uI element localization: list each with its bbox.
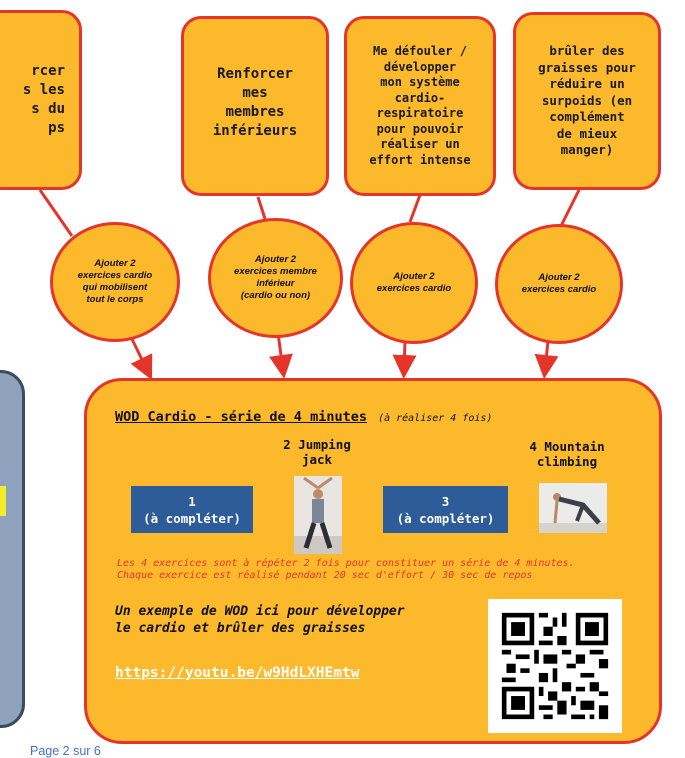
jumping-jack-photo — [294, 476, 342, 554]
goal-box-defouler — [344, 16, 496, 196]
circle-line: Ajouter 2 — [254, 254, 297, 265]
exercise-1-number: 1 — [188, 493, 196, 509]
circle-line: exercices cardio — [376, 283, 452, 294]
connector-arrow — [278, 333, 283, 370]
wod-subtitle: (à réaliser 4 fois) — [378, 413, 493, 424]
goal-line: développer — [383, 59, 457, 74]
wod-example-line-1: Un exemple de WOD ici pour développer — [115, 604, 405, 619]
exercise-2-title-line: 2 Jumping — [283, 437, 351, 452]
goal-line: Me défouler / — [373, 44, 467, 58]
mountain-climbing-photo — [539, 483, 607, 533]
exercise-2-title-line: jack — [301, 452, 333, 467]
exercise-4-title-line: 4 Mountain — [529, 439, 605, 454]
goal-line: effort intense — [369, 152, 471, 167]
goal-line: de mieux — [556, 125, 618, 141]
goal-line: respiratoire — [376, 106, 464, 120]
circle-line: tout le corps — [86, 294, 144, 305]
exercise-4-title — [507, 439, 627, 469]
exercise-2-title — [267, 437, 367, 467]
circle-line: exercices cardio — [77, 270, 153, 281]
exercise-3-number: 3 — [441, 493, 450, 509]
wod-title-row — [115, 406, 492, 425]
wod-title: WOD Cardio - série de 4 minutes — [115, 409, 367, 425]
side-highlight-mark — [0, 486, 6, 516]
goal-line: s les — [22, 82, 65, 98]
exercise-1-box — [131, 486, 253, 533]
goal-line: graisses pour — [538, 59, 636, 75]
wod-notes — [117, 558, 662, 582]
instruction-circle-3 — [350, 222, 478, 344]
connector-line — [560, 188, 580, 228]
goal-line: rcer — [31, 63, 65, 79]
connector-line — [410, 195, 420, 222]
wod-box — [84, 378, 662, 744]
page-number: Page 2 sur 6 — [30, 744, 101, 758]
goal-line: surpoids (en — [541, 92, 633, 108]
exercise-3-label: (à compléter) — [396, 510, 495, 526]
goal-line: complément — [549, 109, 625, 125]
circle-line: inférieur — [256, 278, 295, 289]
circle-line: (cardio ou non) — [240, 290, 311, 301]
goal-line: membres — [225, 104, 285, 120]
exercise-3-box — [383, 486, 508, 533]
goal-line: réaliser un — [380, 137, 460, 151]
instruction-circle-4 — [495, 224, 623, 344]
goal-line: brûler des — [549, 43, 625, 59]
goal-box-bruler-graisses — [513, 12, 661, 190]
goal-line: mon système — [380, 75, 460, 89]
side-panel — [0, 370, 25, 728]
instruction-circle-1 — [50, 222, 180, 342]
exercise-1-label: (à compléter) — [143, 510, 241, 526]
qr-code-icon — [488, 599, 622, 733]
goal-line: s du — [31, 101, 65, 117]
goal-box-renforcer — [0, 10, 82, 190]
goal-line: pour pouvoir — [376, 121, 464, 136]
connector-arrow — [545, 341, 548, 370]
goal-box-membres-inferieurs — [181, 16, 329, 196]
goal-line: Renforcer — [217, 66, 293, 82]
connector-line — [40, 190, 72, 236]
circle-line: Ajouter 2 — [538, 272, 580, 283]
circle-line: Ajouter 2 — [393, 271, 435, 282]
connector-arrow — [130, 335, 148, 372]
connector-arrow — [404, 341, 405, 370]
goal-line: réduire un — [549, 76, 625, 92]
goal-line: ps — [48, 120, 65, 136]
circle-line: qui mobilisent — [82, 282, 148, 293]
goal-line: cardio- — [394, 90, 446, 105]
youtube-link[interactable]: https://youtu.be/w9HdLXHEmtw — [115, 665, 360, 681]
goal-line: mes — [242, 85, 268, 101]
circle-line: Ajouter 2 — [94, 258, 136, 269]
circle-line: exercices membre — [234, 266, 317, 277]
wod-note-1: Les 4 exercices sont à répéter 2 fois pour constituer un série de 4 minutes. — [117, 558, 575, 569]
wod-example — [115, 603, 405, 637]
wod-example-line-2: le cardio et brûler des graisses — [115, 621, 366, 636]
qr-code — [488, 599, 622, 733]
exercise-4-title-line: climbing — [536, 454, 598, 469]
wod-note-2: Chaque exercice est réalisé pendant 20 sec d'effort / 30 sec de repos — [117, 570, 533, 581]
goal-line: manger) — [560, 142, 614, 158]
circle-line: exercices cardio — [521, 284, 597, 295]
goal-line: inférieurs — [212, 123, 298, 139]
instruction-circle-2 — [208, 218, 343, 338]
